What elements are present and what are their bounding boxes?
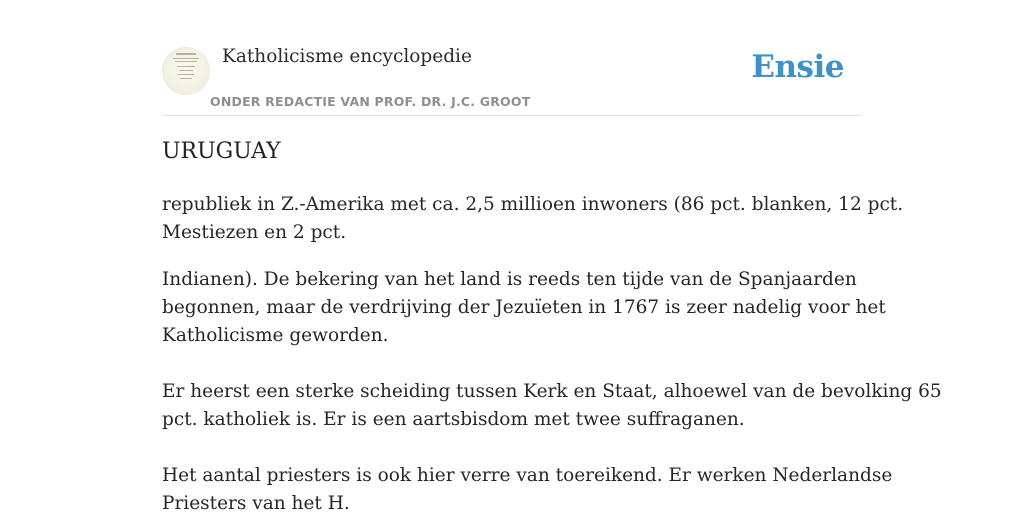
book-cover-thumbnail[interactable] [162,47,210,95]
book-header [162,44,862,116]
body-line: Katholicisme geworden. [162,325,389,346]
book-editor: ONDER REDACTIE VAN PROF. DR. J.C. GROOT [210,94,531,109]
body-line: Indianen). De bekering van het land is reeds ten tijde van de Spanjaarden [162,269,857,290]
body-line: republiek in Z.-Amerika met ca. 2,5 millioen inwoners (86 pct. blanken, 12 pct. [162,194,904,215]
body-line: begonnen, maar de verdrijving der Jezuïeten in 1767 is zeer nadelig voor het [162,297,886,318]
body-line: Het aantal priesters is ook hier verre van toereikend. Er werken Nederlandse [162,465,893,486]
ensie-logo[interactable]: Ensie [751,49,844,85]
body-line: Er heerst een sterke scheiding tussen Kerk en Staat, alhoewel van de bevolking 65 [162,381,942,402]
body-line: Mestiezen en 2 pct. [162,222,347,243]
article-title: URUGUAY [162,139,281,164]
book-title[interactable]: Katholicisme encyclopedie [222,46,472,67]
body-line: pct. katholiek is. Er is een aartsbisdom met twee suffraganen. [162,409,745,430]
article-body [162,191,942,512]
body-line: Priesters van het H. [162,493,350,512]
